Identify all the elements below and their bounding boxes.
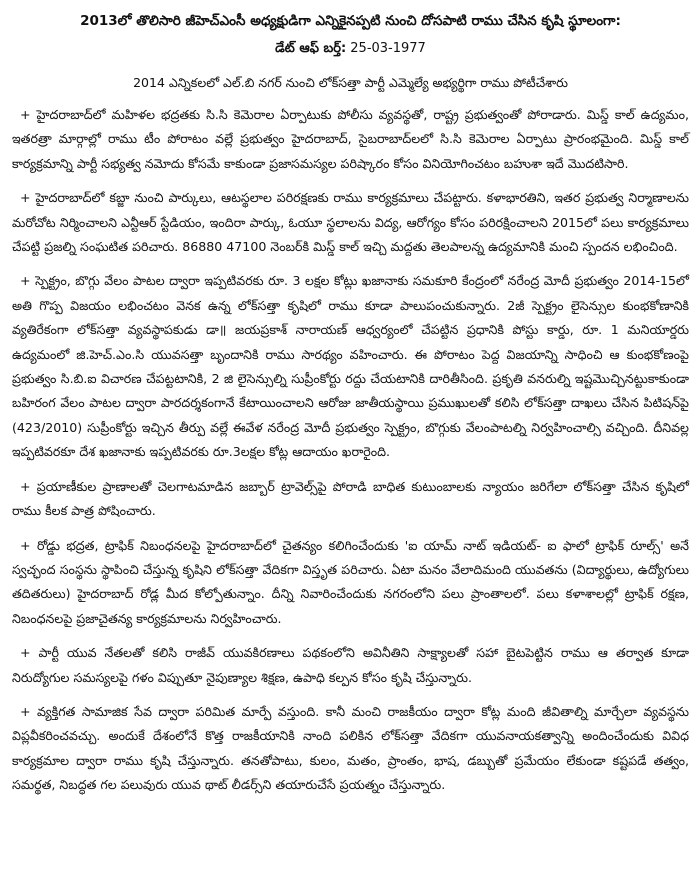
paragraph-parks-protection: + హైదరాబాద్‌లో కబ్జా నుంచి పార్కులు, ఆటస్థలాల పరిరక్షణకు రాము కార్యక్రమాలు చేపట్టారు. కళాభారతిని, ఇతర ప్రభుత్వ నిర్మాణాలను మరోచోట నిర్మించాలని ఎన్టీఆర్ స్టేడియం, ఇందిరా పార్కు, ఓయూ స్థలాలను విద్య, ఆరోగ్యం కోసం పరిరక్షించాలని 2015లో పలు కార్యక్రమాలు చేపట్టి ప్రజల్ని సంఘటిత పరిచారు. 86880 47100 నెంబర్‌కి మిస్డ్ కాల్ ఇచ్చి మద్దతు తెలపాలన్న ఉద్యమానికి మంచి స్పందన లభించింది. [12, 190, 689, 255]
dob-label: డేట్ ఆఫ్ బర్త్: [275, 41, 347, 56]
paragraph-jabbar-travels: + ప్రయాణీకుల ప్రాణాలతో చెలగాటమాడిన జబ్బార్ ట్రావెల్స్‌పై పోరాడి బాధిత కుటుంబాలకు న్యాయం జరిగేలా లోక్‌సత్తా చేసిన కృషిలో రాము కీలక పాత్ర పోషించారు. [12, 478, 689, 519]
dob-value: 25-03-1977 [346, 41, 426, 56]
paragraph-cc-cameras: + హైదరాబాద్‌లో మహిళల భద్రతకు సి.సి కెమెరాల ఏర్పాటుకు పోలీసు వ్యవస్థతో, రాష్ట్ర ప్రభుత్వంతో పోరాడారు. మిస్డ్ కాల్ ఉద్యమం, ఇతరత్రా మార్గాల్లో రాము టీం పోరాటం వల్లే ప్రభుత్వం హైదరాబాద్, సైబరాబాద్‌లలో సి.సి కెమెరాల ఏర్పాటు ప్రారంభమైంది. మిస్డ్ కాల్ కార్యక్రమాన్ని పార్టీ సభ్యత్వ నమోదు కోసమే కాకుండా ప్రజాసమస్యల పరిష్కారం కోసం వినియోగించటం బహుశా ఇదే మొదటిసారి. [12, 107, 689, 171]
document-title: 2013లో తొలిసారి జీహెచ్ఎంసీ అధ్యక్షుడిగా ఎన్నికైనప్పటి నుంచి దోసపాటి రాము చేసిన కృషి స్థూలంగా: [80, 13, 621, 29]
paragraph-road-safety: + రోడ్డు భద్రత, ట్రాఫిక్ నిబంధనలపై హైదరాబాద్‌లో చైతన్యం కలిగించేందుకు 'ఐ యామ్ నాట్ ఇడియట్- ఐ ఫాలో ట్రాఫిక్ రూల్స్' అనే స్వచ్ఛంద సంస్థను స్థాపించి చేస్తున్న కృషిని లోక్‌సత్తా వేదికగా విస్తృత పరిచారు. ఏటా మనం వేలాదిమంది యువతను (విద్యార్థులు, ఉద్యోగులు తదితరులు) హైదరాబాద్ రోడ్ల మీద కోల్పోతున్నాం. దీన్ని నివారించేందుకు నగరంలోని పలు ప్రాంతాలలో. పలు కళాశాలల్లో ట్రాఫిక్ రక్షణ, నిబంధనలపై ప్రజాచైతన్య కార్యక్రమాలను నిర్వహించారు. [12, 537, 689, 626]
paragraph-spectrum-coal: + స్పెక్ట్రం, బొగ్గు వేలం పాటల ద్వారా ఇప్పటివరకు రూ. 3 లక్షల కోట్లు ఖజానాకు సమకూరి కేంద్రంలో నరేంద్ర మోదీ ప్రభుత్వం 2014-15లో అతి గొప్ప విజయం లభించటం వెనక ఉన్న లోక్‌సత్తా కృషిలో రాము కూడా పాలుపంచుకున్నారు. 2జీ స్పెక్ట్రం లైసెన్సుల కుంభకోణానికి వ్యతిరేకంగా లోక్‌సత్తా వ్యవస్థాపకుడు డా॥ జయప్రకాశ్ నారాయణ్ ఆధ్వర్యంలో చేపట్టిన ప్రధానికి పోస్టు కార్డు, రూ. 1 మనియార్డరు ఉద్యమంలో జి.హెచ్.ఎం.సి యువసత్తా బృందానికి రాము సారథ్యం వహించారు. ఈ పోరాటం పెద్ద విజయాన్ని సాధించి ఆ కుంభకోణంపై ప్రభుత్వం సి.బి.ఐ విచారణ చేపట్టటానికి, 2 జి లైసెన్సుల్ని సుప్రీంకోర్టు రద్దు చేయటానికి దారితీసింది. ప్రకృతి వనరుల్ని ఇష్టమొచ్చినట్టుకాకుండా బహిరంగ వేలం పాటల ద్వారా పారదర్శకంగానే కేటాయించాలని ఆరోజు జాతీయస్థాయి ప్రముఖులతో కలిసి లోక్‌సత్తా దాఖలు చేసిన పిటిషన్‌పై (423/2010) సుప్రీంకోర్టు ఇచ్చిన తీర్పు వల్లే ఈవేళ నరేంద్ర మోదీ ప్రభుత్వం స్పెక్ట్రం, బొగ్గుకు వేలంపాటల్ని నిర్వహించాల్సి వచ్చింది. దీనివల్ల ఇప్పటివరకూ దేశ ఖజానాకు ఇప్పటివరకు రూ.3లక్షల కోట్ల ఆదాయం ఖరారైంది. [12, 273, 689, 460]
paragraph-youth-employment: + పార్టీ యువ నేతలతో కలిసి రాజీవ్ యువకిరణాలు పథకంలోని అవినీతిని సాక్ష్యాలతో సహా బైటపెట్టిన రాము ఆ తర్వాత కూడా నిరుద్యోగుల సమస్యలపై గళం విప్పుతూ నైపుణ్యాల శిక్షణ, ఉపాధి కల్పన కోసం కృషి చేస్తున్నారు. [12, 645, 689, 685]
date-of-birth-line [12, 38, 689, 60]
election-subtitle: 2014 ఎన్నికలలో ఎల్.బి నగర్ నుంచి లోక్‌సత్తా పార్టీ ఎమ్మెల్యే అభ్యర్థిగా రాము పోటీచేశారు [133, 75, 568, 90]
paragraph-good-politics: + వ్యక్తిగత సామాజిక సేవ ద్వారా పరిమిత మార్పే వస్తుంది. కానీ మంచి రాజకీయం ద్వారా కోట్ల మంది జీవితాల్ని మార్చేలా వ్యవస్థను విప్లవీకరించవచ్చు. అందుకే దేశంలోనే కొత్త రాజకీయానికి నాంది పలికిన లోక్‌సత్తా వేదికగా యువనాయకత్వాన్ని అందించేందుకు వివిధ కార్యక్రమాల ద్వారా రాము కృషి చేస్తున్నారు. తనతోపాటు, కులం, మతం, ప్రాంతం, భాష, డబ్బుతో ప్రమేయం లేకుండా కష్టపడే తత్వం, సమర్థత, నిబద్ధత గల పలువురు యువ థాట్ లీడర్స్‌ని తయారుచేసే ప్రయత్నం చేస్తున్నారు. [12, 703, 689, 793]
